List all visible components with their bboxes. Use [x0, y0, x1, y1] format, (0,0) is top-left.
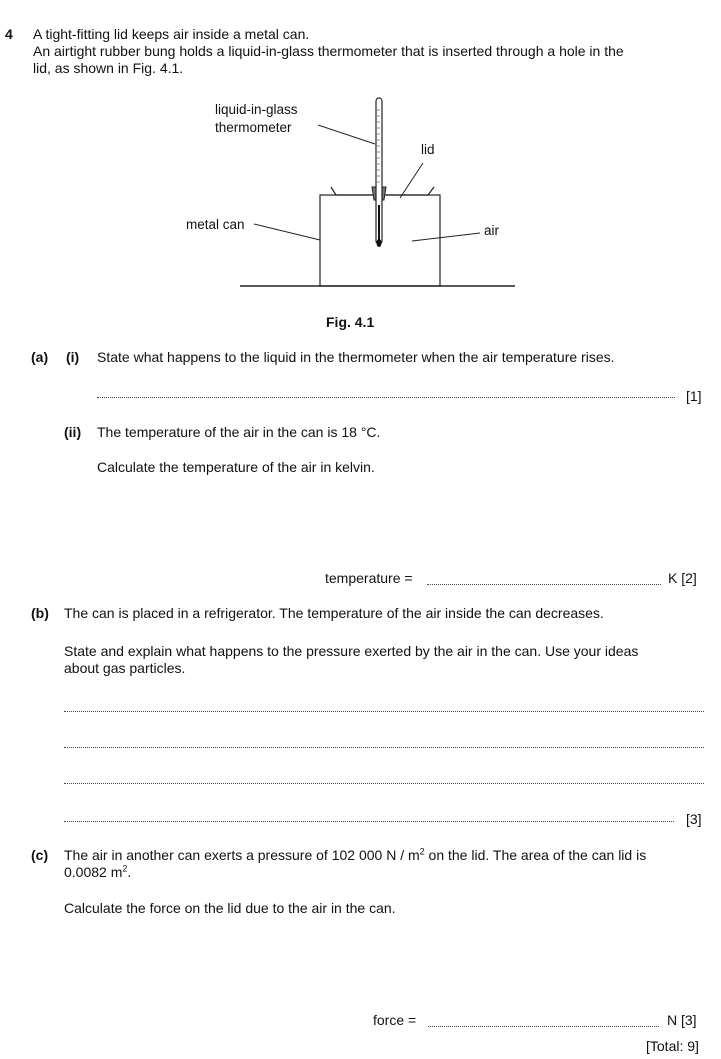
part-c-pressure: 102 000 N / m: [331, 847, 420, 863]
part-c-area-sup: 2: [122, 863, 128, 874]
leader-thermometer: [318, 125, 375, 144]
part-c-text-pre: The air in another can exerts a pressure of: [64, 847, 328, 863]
part-c-letter: (c): [31, 847, 49, 863]
intro-line-3: lid, as shown in Fig. 4.1.: [33, 60, 184, 76]
part-c-period: .: [127, 864, 132, 880]
part-c-line-3: Calculate the force on the lid due to the air in the can.: [64, 900, 396, 916]
part-a-ii-temp-value: 18 °C.: [341, 424, 381, 440]
part-a-ii-number: (ii): [64, 424, 82, 440]
part-c-line-1: [64, 847, 646, 863]
temperature-unit-marks: K [2]: [668, 570, 697, 586]
answer-line-b-4[interactable]: [64, 821, 674, 822]
figure-thermometer-can: [0, 0, 721, 340]
answer-line-b-2[interactable]: [64, 747, 704, 748]
part-a-i-number: (i): [66, 349, 80, 365]
total-marks: [Total: 9]: [646, 1038, 699, 1054]
part-c-pressure-sup: 2: [419, 846, 425, 857]
leader-air: [412, 233, 480, 241]
part-c-line-2: [64, 864, 131, 880]
part-b-marks: [3]: [686, 811, 702, 827]
answer-line-b-1[interactable]: [64, 711, 704, 712]
answer-line-b-3[interactable]: [64, 783, 704, 784]
part-c-text-post: on the lid. The area of the can lid is: [428, 847, 647, 863]
label-lid: lid: [421, 142, 435, 157]
part-b-line-1: The can is placed in a refrigerator. The temperature of the air inside the can decreases.: [64, 605, 604, 621]
intro-line-1: A tight-fitting lid keeps air inside a metal can.: [33, 26, 310, 42]
force-answer-line[interactable]: [428, 1026, 659, 1027]
question-number: 4: [5, 26, 13, 42]
part-a-ii-question-text: The temperature of the air in the can is: [97, 424, 338, 440]
part-a-ii-question: [97, 424, 380, 440]
temperature-label: temperature =: [325, 570, 413, 586]
label-air: air: [484, 223, 500, 238]
force-label: force =: [373, 1012, 417, 1028]
figure-caption: Fig. 4.1: [326, 314, 375, 330]
part-c-area: 0.0082 m: [64, 864, 123, 880]
part-a-i-question: State what happens to the liquid in the thermometer when the air temperature rises.: [97, 349, 615, 365]
temperature-answer-line[interactable]: [427, 584, 661, 585]
force-unit-marks: N [3]: [667, 1012, 697, 1028]
thermometer-bulb: [377, 239, 382, 247]
part-b-line-3: about gas particles.: [64, 660, 186, 676]
lid-left: [331, 187, 372, 195]
lid-right: [386, 187, 434, 195]
label-thermometer-1: liquid-in-glass: [215, 102, 298, 117]
part-b-letter: (b): [31, 605, 49, 621]
answer-line-a-i[interactable]: [97, 397, 675, 398]
part-a-ii-question-2: Calculate the temperature of the air in kelvin.: [97, 459, 375, 475]
label-thermometer-2: thermometer: [215, 120, 292, 135]
part-a-i-marks: [1]: [686, 388, 702, 404]
part-b-line-2: State and explain what happens to the pressure exerted by the air in the can. Use your ideas: [64, 643, 639, 659]
label-metal-can: metal can: [186, 217, 245, 232]
part-a-letter: (a): [31, 349, 49, 365]
leader-metal-can: [254, 224, 320, 240]
intro-line-2: An airtight rubber bung holds a liquid-in-glass thermometer that is inserted through a hole in the: [33, 43, 624, 59]
leader-lid: [400, 163, 423, 198]
